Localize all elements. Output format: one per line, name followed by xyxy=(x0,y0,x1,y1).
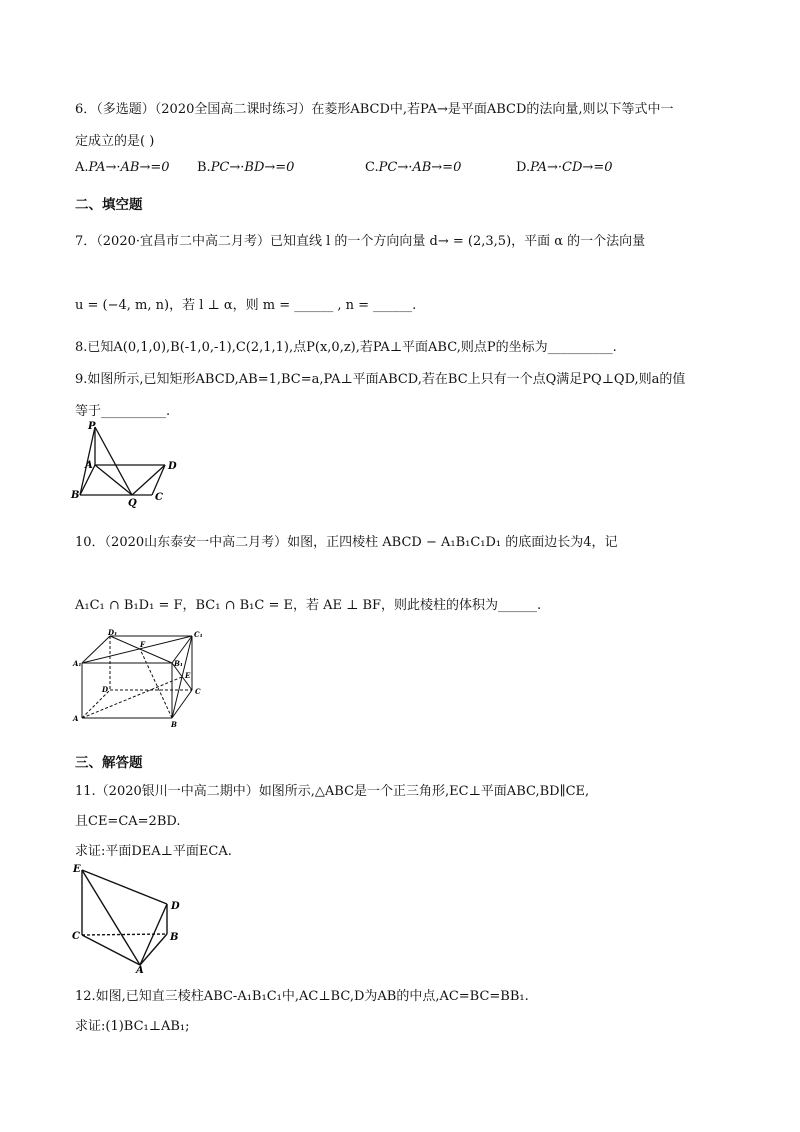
section-solutions: 三、解答题 xyxy=(75,755,143,771)
fig11-label-e: E xyxy=(73,864,81,875)
q8-text: 8.已知A(0,1,0),B(-1,0,-1),C(2,1,1),点P(x,0,z),若PA⊥平面ABC,则点P的坐标为__________. xyxy=(75,340,617,355)
fig9-label-q: Q xyxy=(128,498,137,509)
section-fill-in: 二、填空题 xyxy=(75,197,143,213)
figure-q11-diagram xyxy=(70,862,190,974)
q7-line1: 7．（2020·宜昌市二中高二月考）已知直线 l 的一个方向向量 d→ = (2,3,5)，平面 α 的一个法向量 xyxy=(75,234,646,249)
fig11-label-a: A xyxy=(136,965,144,976)
q11-line3: 求证:平面DEA⊥平面ECA. xyxy=(75,844,232,859)
fig10-label-c: C xyxy=(195,687,201,696)
fig11-label-c: C xyxy=(72,931,80,942)
q6-option-d: D.PA→·CD→=0 xyxy=(516,160,613,175)
q6-option-b: B.PC→·BD→=0 xyxy=(197,160,295,175)
q10-line2: A₁C₁ ∩ B₁D₁ = F，BC₁ ∩ B₁C = E，若 AE ⊥ BF，则此棱柱的体积为______. xyxy=(75,598,542,613)
fig10-label-d: D xyxy=(102,685,109,694)
fig10-label-d1: D₁ xyxy=(108,628,118,637)
q6-option-a: A.PA→·AB→=0 xyxy=(75,160,170,175)
q6-option-c: C.PC→·AB→=0 xyxy=(365,160,462,175)
fig10-label-e: E xyxy=(185,671,191,680)
figure-q9-diagram xyxy=(70,418,200,508)
fig9-label-c: C xyxy=(155,492,163,503)
fig9-label-p: P xyxy=(88,421,96,432)
fig10-label-b: B xyxy=(171,720,177,729)
q11-line2: 且CE=CA=2BD. xyxy=(75,814,181,829)
q12-line2: 求证:(1)BC₁⊥AB₁; xyxy=(75,1019,190,1034)
fig10-label-f: F xyxy=(140,640,145,649)
fig11-label-b: B xyxy=(170,932,179,943)
q9-line1: 9.如图所示,已知矩形ABCD,AB=1,BC=a,PA⊥平面ABCD,若在BC上只有一个点Q满足PQ⊥QD,则a的值 xyxy=(75,372,686,387)
q7-line2: u = (−4, m, n)，若 l ⊥ α，则 m = ______ , n = ______. xyxy=(75,298,417,313)
fig10-label-a1: A₁ xyxy=(73,659,82,668)
q9-line2: 等于__________. xyxy=(75,404,171,419)
fig11-label-d: D xyxy=(171,901,180,912)
fig10-label-b1: B₁ xyxy=(174,659,183,668)
figure-q10-prism xyxy=(72,630,212,730)
q10-line1: 10．（2020山东泰安一中高二月考）如图，正四棱柱 ABCD − A₁B₁C₁D₁ 的底面边长为4，记 xyxy=(75,535,618,550)
fig9-label-b: B xyxy=(71,490,80,501)
fig10-label-a: A xyxy=(73,714,79,723)
fig10-label-c1: C₁ xyxy=(194,630,203,639)
fig9-label-a: A xyxy=(85,460,93,471)
q11-line1: 11.（2020银川一中高二期中）如图所示,△ABC是一个正三角形,EC⊥平面ABC,BD∥CE, xyxy=(75,784,590,799)
fig9-label-d: D xyxy=(168,461,177,472)
q6-line1: 6．（多选题）（2020全国高二课时练习）在菱形ABCD中,若PA→是平面ABCD的法向量,则以下等式中一 xyxy=(75,102,674,117)
q6-line2: 定成立的是( ) xyxy=(75,134,155,149)
q12-line1: 12.如图,已知直三棱柱ABC-A₁B₁C₁中,AC⊥BC,D为AB的中点,AC=BC=BB₁. xyxy=(75,989,529,1004)
